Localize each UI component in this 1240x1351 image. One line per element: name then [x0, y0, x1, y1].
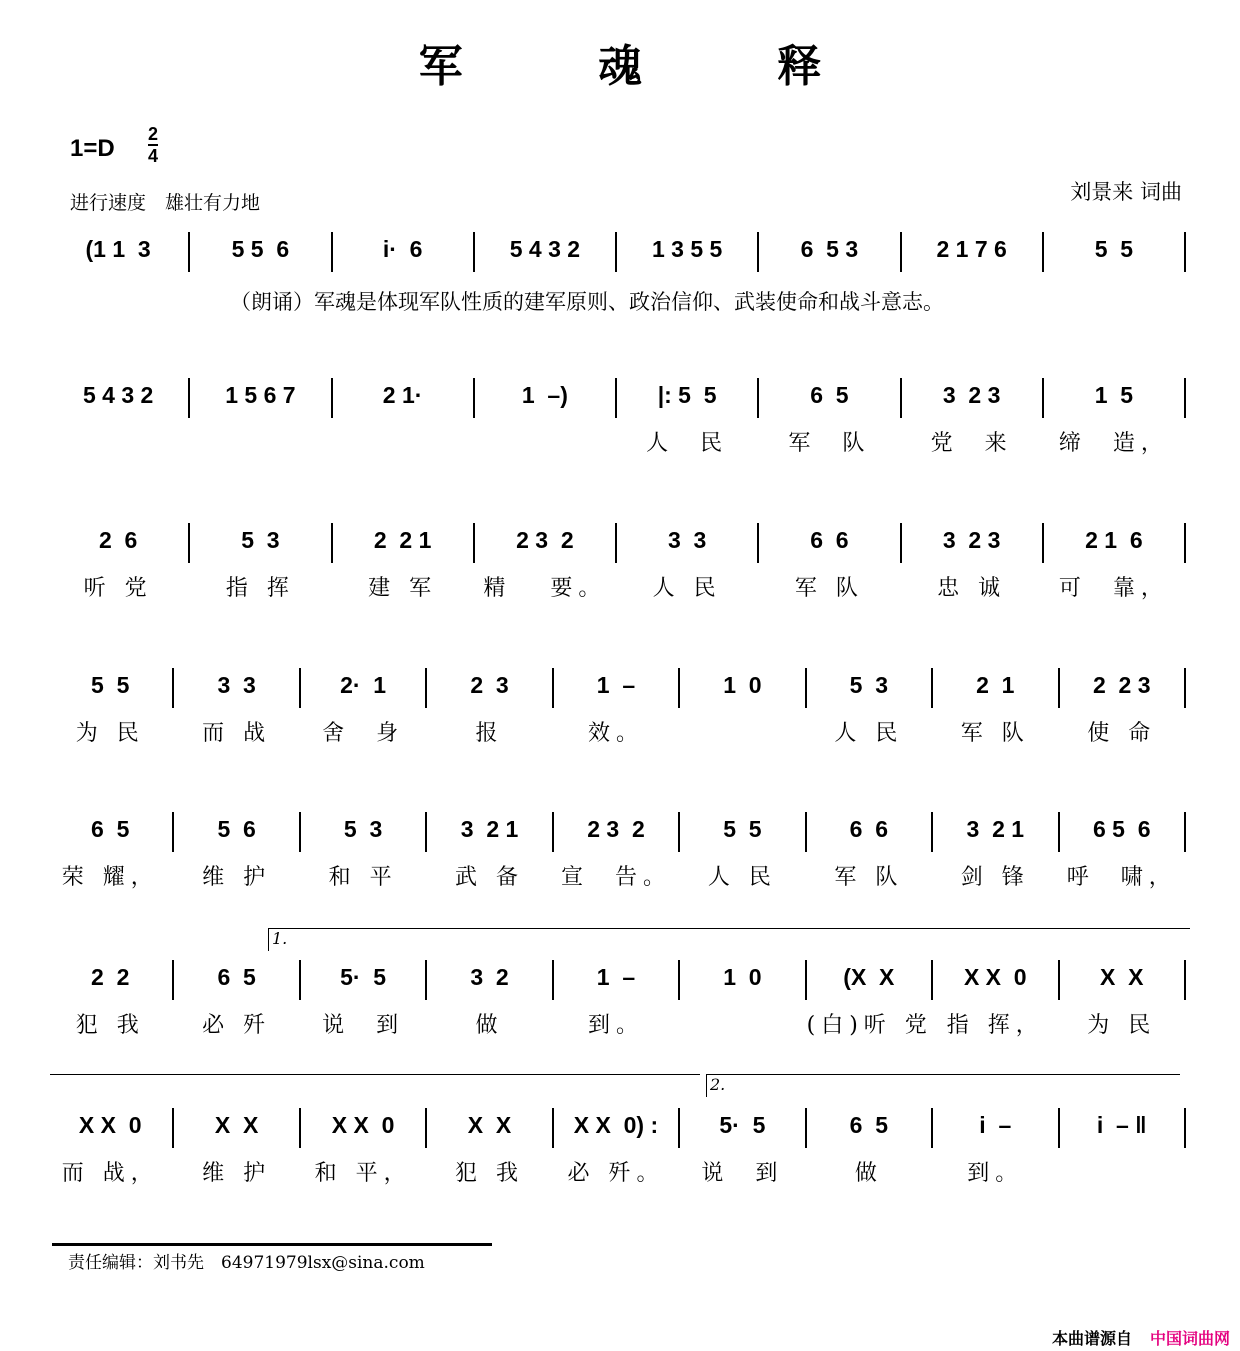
source-site-link[interactable]: 中国词曲网 [1149, 1329, 1230, 1348]
measure-notes: i – ‖ [1096, 1112, 1147, 1138]
volta-1-continuation [50, 1074, 700, 1075]
measure [475, 523, 617, 601]
measure-lyrics: 而 战 [202, 721, 272, 746]
measure-notes: 6 5 [91, 816, 130, 842]
measure [475, 232, 617, 272]
measure-lyrics: 军 队 [794, 576, 864, 601]
measure-notes: 1 –) [521, 382, 568, 408]
measure [301, 668, 427, 746]
measure [759, 232, 901, 272]
measure-notes: 2 3 [470, 672, 509, 698]
time-signature [148, 124, 158, 166]
measure-lyrics: 精 要。 [483, 576, 607, 601]
measure-notes: X X 0 [331, 1112, 395, 1138]
measure [333, 232, 475, 272]
measure-lyrics: 人 民 [707, 865, 777, 890]
measure [617, 523, 759, 601]
measure-notes: 5· 5 [719, 1112, 766, 1138]
measure [680, 1108, 806, 1186]
measure-notes: 2 1 6 [1085, 527, 1143, 553]
measure [1044, 378, 1186, 456]
editor-credit: 责任编辑：刘书先 64971979lsx@sina.com [68, 1253, 425, 1273]
measure-notes: 5· 5 [340, 964, 387, 990]
measure [301, 960, 427, 1038]
measure-notes: 2 3 2 [587, 816, 645, 842]
measure-lyrics: 剑 锋 [960, 865, 1030, 890]
measure [48, 232, 190, 272]
measure [933, 812, 1059, 890]
measure [48, 378, 190, 418]
measure-lyrics: 建 军 [368, 576, 438, 601]
measure [48, 523, 190, 601]
measure-notes: 2 1 [976, 672, 1015, 698]
measure-lyrics: 指 挥 [225, 576, 295, 601]
measure-lyrics: 党 来 [930, 431, 1013, 456]
measure-notes: 5 5 [1094, 236, 1134, 262]
measure-notes: 2 6 [98, 527, 138, 553]
measure [190, 523, 332, 601]
measure [1060, 1108, 1186, 1148]
measure-lyrics: 为 民 [1087, 1013, 1157, 1038]
measure [301, 1108, 427, 1186]
measure-notes: 3 2 [470, 964, 509, 990]
measure-notes: 2 2 1 [373, 527, 432, 553]
measure-notes: 6 6 [849, 816, 889, 842]
measure-notes: 1 0 [723, 964, 762, 990]
measure-lyrics: 呼 啸， [1066, 865, 1177, 890]
measure [759, 523, 901, 601]
measure-notes: 2· 1 [340, 672, 387, 698]
measure-notes: 5 6 [217, 816, 256, 842]
measure-notes: 6 5 [849, 1112, 889, 1138]
measure-notes: X X 0 [78, 1112, 142, 1138]
measure-lyrics: 和 平 [328, 865, 398, 890]
measure-notes: 2 3 2 [516, 527, 574, 553]
measure [933, 668, 1059, 746]
measure-notes: 5 5 6 [231, 236, 290, 262]
measure-notes: 1 – [596, 964, 636, 990]
volta-1 [268, 928, 1190, 951]
measure [427, 812, 553, 890]
meter-top: 2 [148, 124, 159, 144]
measure-notes: 5 4 3 2 [509, 236, 581, 262]
measure-notes: 2 1 7 6 [936, 236, 1007, 262]
measure [680, 668, 806, 708]
measure-notes: 3 2 1 [966, 816, 1025, 842]
song-title: 军 魂 释 [418, 41, 882, 92]
measure-lyrics: 武 备 [455, 865, 525, 890]
measure [554, 1108, 680, 1186]
measure [427, 668, 553, 746]
measure [174, 1108, 300, 1186]
measure-notes: 5 3 [849, 672, 889, 698]
volta-2-label: 2. [710, 1075, 726, 1094]
measure-notes: 1 5 [1094, 382, 1134, 408]
measure [617, 232, 759, 272]
meter-bottom: 4 [148, 146, 159, 166]
measure-lyrics: 报 [475, 721, 504, 746]
source-label: 本曲谱源自 [1051, 1329, 1132, 1348]
measure-notes: 5 5 [91, 672, 130, 698]
score-row [48, 232, 1186, 272]
measure-notes: 6 5 3 [800, 236, 859, 262]
measure-notes: X X 0) : [573, 1112, 659, 1138]
volta-2 [706, 1074, 1180, 1097]
measure [190, 232, 332, 272]
score-row [48, 812, 1186, 890]
key-signature: 1=D [70, 135, 115, 162]
measure [1044, 232, 1186, 272]
measure-lyrics: 到。 [967, 1161, 1024, 1186]
measure-notes: 1 5 6 7 [225, 382, 296, 408]
measure-notes: 3 2 3 [942, 527, 1001, 553]
measure [933, 960, 1059, 1038]
measure [807, 668, 933, 746]
measure [1044, 523, 1186, 601]
measure-lyrics: 荣 耀， [61, 865, 159, 890]
measure [333, 523, 475, 601]
measure-lyrics: 人 民 [646, 431, 729, 456]
measure [680, 812, 806, 890]
measure-lyrics: 指 挥， [946, 1013, 1044, 1038]
author-credit: 刘景来 词曲 [1070, 180, 1182, 204]
measure-lyrics: 说 到 [322, 1013, 405, 1038]
measure [933, 1108, 1059, 1186]
measure [475, 378, 617, 418]
measure-notes: 3 2 3 [942, 382, 1001, 408]
measure-lyrics: 做 [854, 1161, 883, 1186]
measure-lyrics: 做 [475, 1013, 504, 1038]
measure-notes: (1 1 3 [85, 236, 151, 262]
measure [806, 960, 933, 1038]
measure [48, 1108, 174, 1186]
measure [554, 960, 680, 1038]
measure [617, 378, 759, 456]
measure-lyrics: 必 歼 [202, 1013, 272, 1038]
measure-lyrics: 维 护 [202, 1161, 272, 1186]
measure-lyrics: 舍 身 [322, 721, 405, 746]
measure-notes: 1 0 [723, 672, 762, 698]
score-row [48, 523, 1186, 601]
measure [174, 668, 300, 746]
measure [1060, 668, 1186, 746]
measure [301, 812, 427, 890]
measure-notes: 3 3 [667, 527, 707, 553]
measure-lyrics: 效。 [587, 721, 644, 746]
score-row [48, 1108, 1186, 1186]
score-row [48, 378, 1186, 456]
measure-lyrics: 人 民 [834, 721, 904, 746]
measure-lyrics: 军 队 [834, 865, 904, 890]
measure-notes: 5 3 [241, 527, 280, 553]
measure [48, 960, 174, 1038]
measure-lyrics: (白)听 党 [806, 1013, 933, 1038]
measure [680, 960, 806, 1000]
measure-lyrics: 犯 我 [455, 1161, 525, 1186]
measure-lyrics: 可 靠， [1058, 576, 1169, 601]
source-credit [1052, 1326, 1230, 1349]
measure [48, 812, 174, 890]
measure [174, 960, 300, 1038]
measure-lyrics: 缔 造， [1058, 431, 1169, 456]
measure-notes: 3 3 [217, 672, 256, 698]
measure-notes: 6 5 [810, 382, 849, 408]
measure-notes: i – [979, 1112, 1012, 1138]
measure-lyrics: 维 护 [202, 865, 272, 890]
measure-notes: 2 1· [382, 382, 423, 408]
measure-lyrics: 必 歼。 [567, 1161, 665, 1186]
measure [902, 523, 1044, 601]
score-row [48, 668, 1186, 746]
measure-notes: |: 5 5 [657, 382, 717, 408]
measure-notes: i· 6 [382, 236, 423, 262]
measure [554, 668, 680, 746]
measure-notes: (X X [843, 964, 895, 990]
measure-lyrics: 军 队 [960, 721, 1030, 746]
measure-notes: X X [1099, 964, 1144, 990]
measure-lyrics: 和 平， [314, 1161, 412, 1186]
measure-notes: 1 3 5 5 [651, 236, 723, 262]
measure [807, 1108, 933, 1186]
measure-notes: 6 5 [217, 964, 256, 990]
measure-lyrics: 犯 我 [75, 1013, 145, 1038]
measure [333, 378, 475, 418]
measure-lyrics: 为 民 [75, 721, 145, 746]
measure-notes: X X 0 [963, 964, 1027, 990]
measure-notes: 2 2 [91, 964, 130, 990]
measure-notes: 6 6 [810, 527, 849, 553]
measure [190, 378, 332, 418]
measure [807, 812, 933, 890]
measure-notes: 3 2 1 [460, 816, 519, 842]
measure-lyrics: 宣 告。 [560, 865, 671, 890]
measure-notes: X X [467, 1112, 512, 1138]
measure-lyrics: 到。 [587, 1013, 644, 1038]
measure-notes: 5 4 3 2 [82, 382, 154, 408]
measure-lyrics: 而 战， [61, 1161, 159, 1186]
score-row [48, 960, 1186, 1038]
measure [427, 1108, 553, 1186]
intro-recitation: （朗诵）军魂是体现军队性质的建军原则、政治信仰、武装使命和战斗意志。 [230, 290, 944, 314]
measure [902, 378, 1044, 456]
footer-divider [52, 1243, 492, 1246]
measure-lyrics: 听 党 [83, 576, 153, 601]
measure [759, 378, 901, 456]
measure [1060, 960, 1186, 1038]
volta-1-label: 1. [272, 929, 288, 948]
measure-notes: 2 2 3 [1092, 672, 1151, 698]
measure-notes: 6 5 6 [1092, 816, 1151, 842]
tempo-marking: 进行速度 雄壮有力地 [70, 192, 261, 214]
measure [554, 812, 680, 890]
measure-lyrics: 军 队 [788, 431, 871, 456]
measure-notes: X X [214, 1112, 259, 1138]
measure-lyrics: 说 到 [701, 1161, 784, 1186]
measure-notes: 5 5 [723, 816, 762, 842]
measure [1060, 812, 1186, 890]
measure-lyrics: 人 民 [652, 576, 722, 601]
measure [48, 668, 174, 746]
measure [427, 960, 553, 1038]
measure-lyrics: 忠 诚 [937, 576, 1007, 601]
measure-notes: 5 3 [343, 816, 383, 842]
measure [902, 232, 1044, 272]
measure-notes: 1 – [596, 672, 636, 698]
measure-lyrics: 使 命 [1087, 721, 1157, 746]
measure [174, 812, 300, 890]
